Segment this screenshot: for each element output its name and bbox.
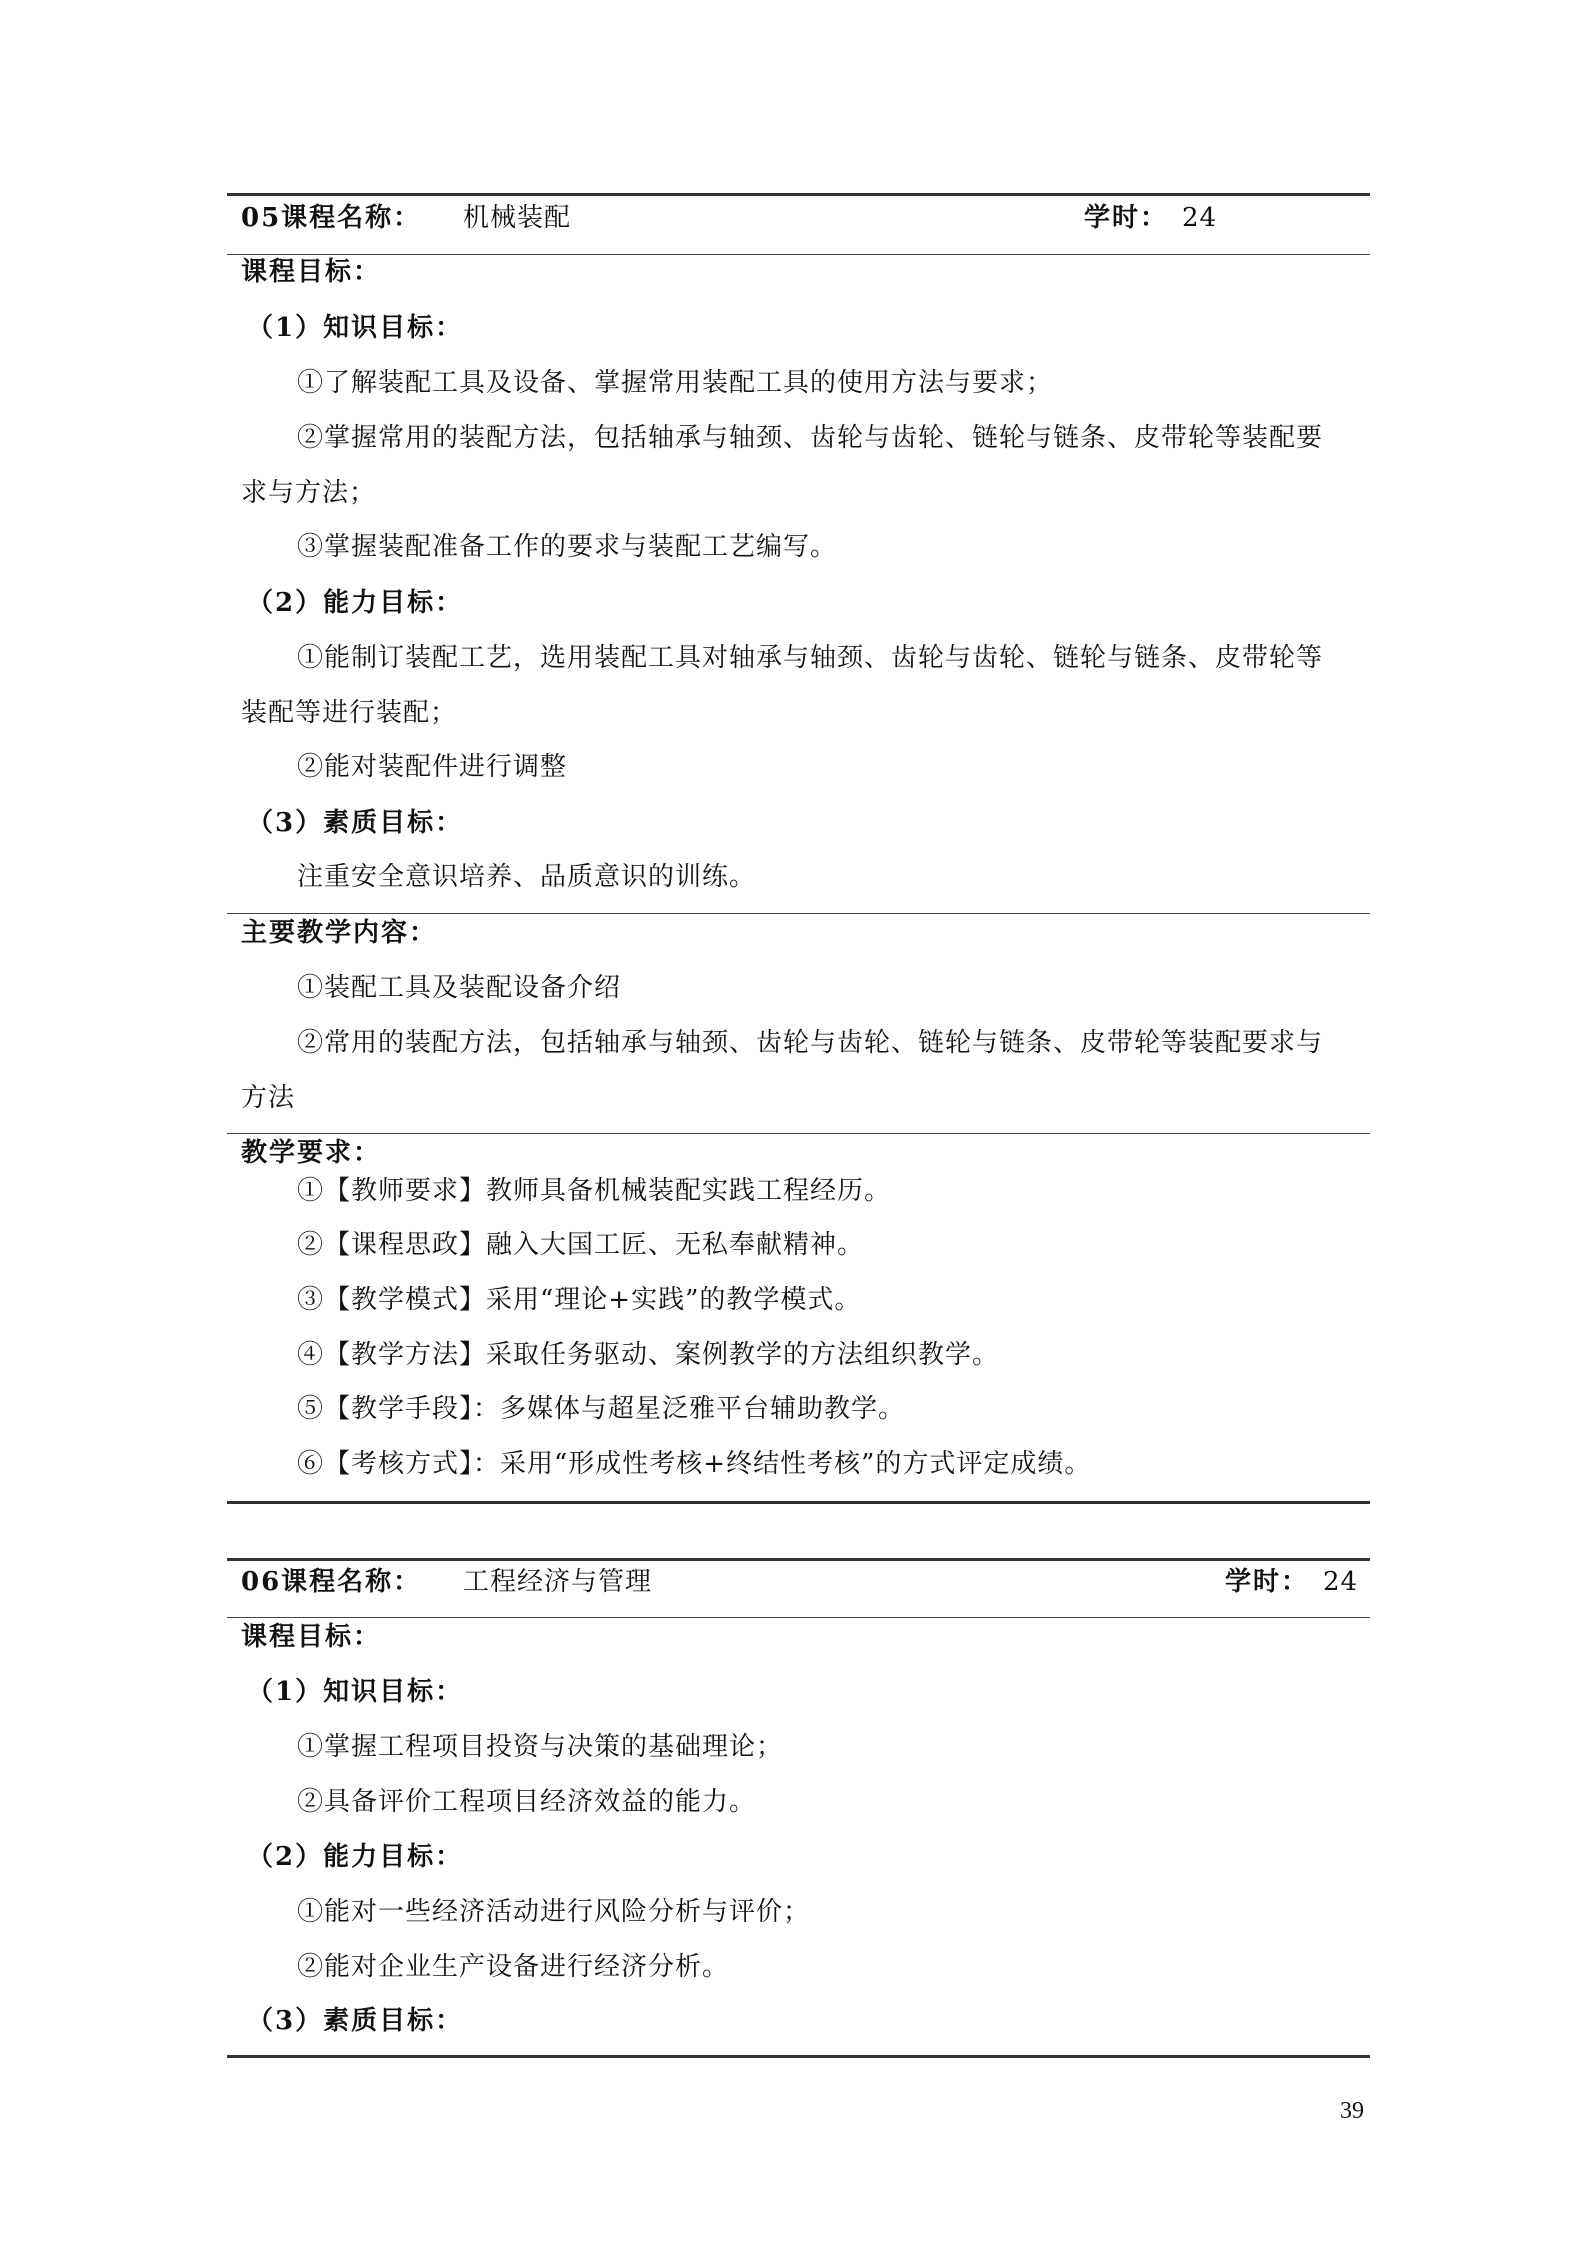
knowledge-heading: （1）知识目标：: [247, 313, 464, 343]
table-top-rule: [227, 1558, 1370, 1561]
header-divider: [227, 254, 1370, 255]
quality-heading: （3）素质目标：: [247, 2006, 464, 2036]
ability-item: ②能对装配件进行调整: [297, 752, 568, 782]
hours-value: 24: [1182, 203, 1218, 233]
requirement-item: ②【课程思政】融入大国工匠、无私奉献精神。: [297, 1230, 865, 1260]
ability-heading: （2）能力目标：: [247, 588, 464, 618]
hours-label: 学时：: [1225, 1567, 1310, 1597]
ability-item: ②能对企业生产设备进行经济分析。: [297, 1952, 730, 1982]
course-name: 工程经济与管理: [463, 1567, 653, 1597]
page-number: 39: [1340, 2098, 1364, 2124]
content-item: ②常用的装配方法，包括轴承与轴颈、齿轮与齿轮、链轮与链条、皮带轮等装配要求与: [297, 1028, 1324, 1058]
requirements-heading: 教学要求：: [241, 1138, 382, 1168]
section-divider: [227, 913, 1370, 914]
quality-item: 注重安全意识培养、品质意识的训练。: [297, 862, 757, 892]
hours-label: 学时：: [1084, 203, 1169, 233]
requirement-item: ④【教学方法】采取任务驱动、案例教学的方法组织教学。: [297, 1340, 1000, 1370]
section-divider: [227, 1133, 1370, 1134]
knowledge-item: ②掌握常用的装配方法，包括轴承与轴颈、齿轮与齿轮、链轮与链条、皮带轮等装配要: [297, 423, 1324, 453]
table-bottom-rule: [227, 2055, 1370, 2058]
requirement-item: ③【教学模式】采用“理论+实践”的教学模式。: [297, 1285, 862, 1315]
knowledge-item: ③掌握装配准备工作的要求与装配工艺编写。: [297, 532, 838, 562]
ability-item: ①能对一些经济活动进行风险分析与评价；: [297, 1897, 811, 1927]
ability-item: ①能制订装配工艺，选用装配工具对轴承与轴颈、齿轮与齿轮、链轮与链条、皮带轮等: [297, 643, 1324, 673]
table-top-rule: [227, 193, 1370, 196]
ability-heading: （2）能力目标：: [247, 1842, 464, 1872]
content-item-cont: 方法: [241, 1083, 296, 1113]
knowledge-item-cont: 求与方法；: [241, 478, 377, 508]
course-label: 06课程名称：: [241, 1567, 422, 1597]
ability-item-cont: 装配等进行装配；: [241, 698, 458, 728]
quality-heading: （3）素质目标：: [247, 808, 464, 838]
knowledge-item: ①掌握工程项目投资与决策的基础理论；: [297, 1732, 784, 1762]
knowledge-item: ①了解装配工具及设备、掌握常用装配工具的使用方法与要求；: [297, 368, 1054, 398]
content-item: ①装配工具及装配设备介绍: [297, 973, 622, 1003]
knowledge-heading: （1）知识目标：: [247, 1677, 464, 1707]
knowledge-item: ②具备评价工程项目经济效益的能力。: [297, 1787, 757, 1817]
table-bottom-rule: [227, 1501, 1370, 1504]
hours-value: 24: [1323, 1567, 1359, 1597]
course-label: 05课程名称：: [241, 203, 422, 233]
requirement-item: ⑥【考核方式】：采用“形成性考核+终结性考核”的方式评定成绩。: [297, 1449, 1092, 1479]
content-heading: 主要教学内容：: [241, 918, 438, 948]
requirement-item: ⑤【教学手段】：多媒体与超星泛雅平台辅助教学。: [297, 1394, 906, 1424]
header-divider: [227, 1617, 1370, 1618]
objectives-heading: 课程目标：: [241, 1622, 382, 1652]
course-name: 机械装配: [463, 203, 572, 233]
objectives-heading: 课程目标：: [241, 257, 382, 287]
requirement-item: ①【教师要求】教师具备机械装配实践工程经历。: [297, 1176, 892, 1206]
